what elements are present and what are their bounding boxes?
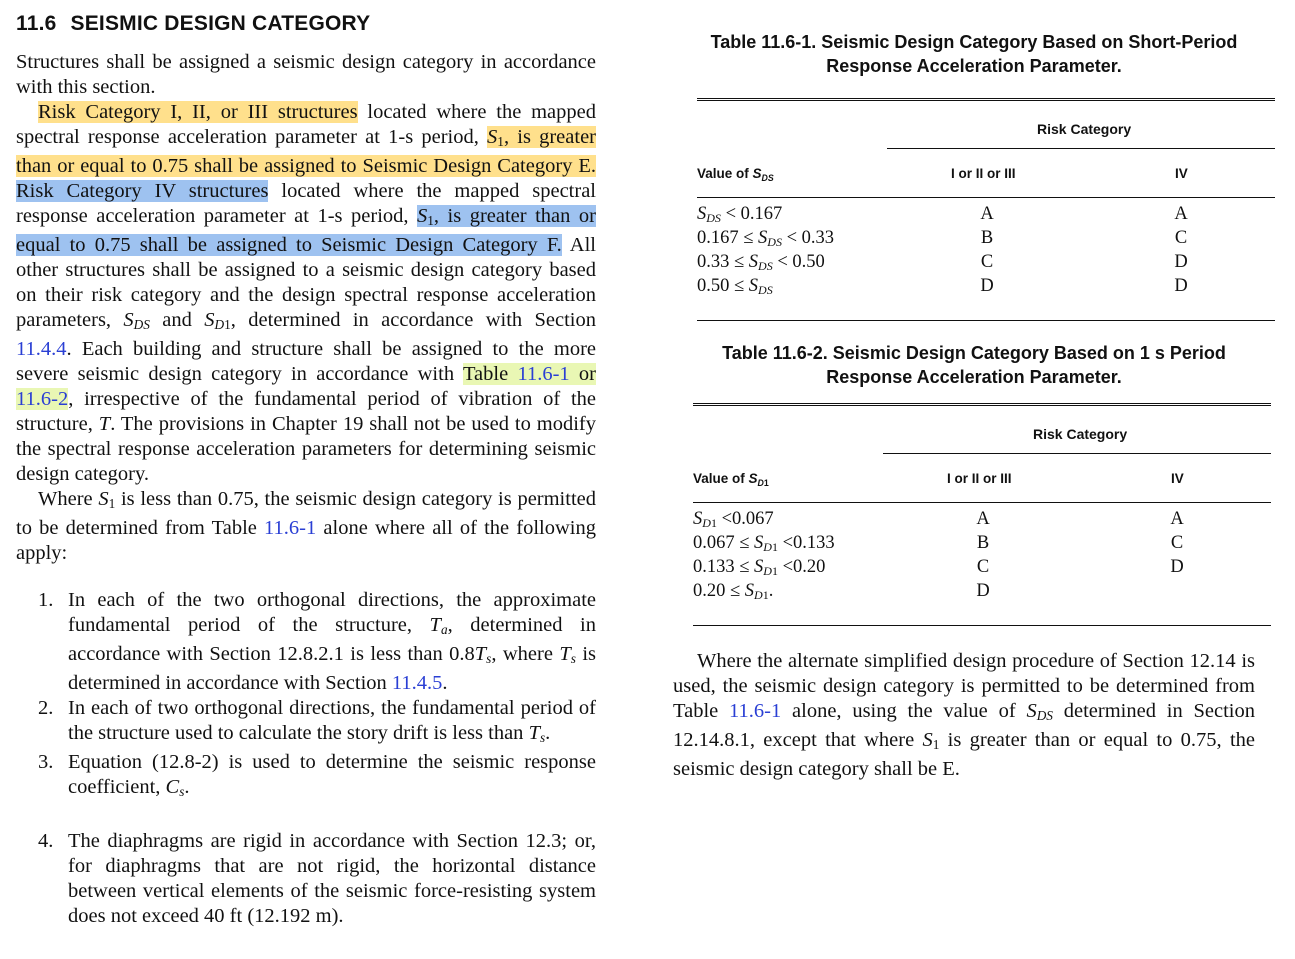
section-heading	[16, 12, 596, 36]
table-row: $0.167 \le S_{DS} < 0.33$	[697, 228, 835, 249]
intro-paragraph: Structures shall be assigned a seismic design category in accordance with this section.	[16, 51, 596, 98]
link-table-11-6-1[interactable]: 11.6-1	[517, 363, 570, 385]
risk-category-header: Risk Category	[1037, 121, 1132, 137]
table-cell: C	[1170, 533, 1184, 553]
list-item: 3. Equation (12.8-2) is used to determine the seismic response coefficient, $C_s$.	[38, 751, 596, 799]
table2-caption: Table 11.6-2. Seismic Design Category Based on 1 s Period Response Acceleration Parameter.	[722, 343, 1226, 387]
text-span: . The provisions in Chapter 19 shall not be used to modify the spectral response acceleration parameters for determining seismic design category.	[16, 413, 596, 485]
table-row: $0.50 \le S_{DS}$	[697, 276, 773, 297]
simplified-procedure-paragraph: Where the alternate simplified design procedure of Section 12.14 is used, the seismic design category is permitted to be determined from Table 11.6-1 alone, using the value of $S_{DS}$ determined in Section 12.14.8.1, except that where $S_1$ is greater than or equal to 0.75, the seismic design category shall be E.	[673, 650, 1256, 780]
table1-caption: Table 11.6-1. Seismic Design Category Based on Short-Period Response Acceleration Parameter.	[710, 32, 1238, 76]
col-header-i-ii-iii: I or II or III	[947, 471, 1012, 486]
link-table-11-6-2[interactable]: 11.6-2	[16, 388, 69, 410]
risk-category-header: Risk Category	[1033, 426, 1128, 442]
s1-symbol: $S_1$	[487, 126, 504, 149]
table-cell: C	[1174, 228, 1188, 248]
where-s1-paragraph: Where $S_1$ is less than 0.75, the seismic design category is permitted to be determined from Table 11.6-1 alone where all of the following apply:	[16, 488, 596, 564]
table-11-6-2	[693, 403, 1271, 626]
left-column	[16, 12, 596, 929]
table-cell: A	[980, 204, 994, 224]
text-span: , determined in accordance with Section	[230, 309, 596, 331]
s1-symbol: $S_1$	[417, 205, 434, 228]
risk-category-paragraph: Risk Category I, II, or III structures located where the mapped spectral response acceleration parameter at 1-s period, $S_1$, is greater than or equal to 0.75 shall be assigned to Seismic Design Category E. Risk Category IV structures located where the mapped spectral response acceleration parameter at 1-s period, $S_1$, is greater than or equal to 0.75 shall be assigned to Seismic Design Category F. All other structures shall be assigned to a seismic design category based on their risk category and the design spectral response acceleration parameters, $S_{DS}$ and $S_{D1}$, determined in accordance with Section 11.4.4. Each building and structure shall be assigned to the more severe seismic design category in accordance with Table 11.6-1 or 11.6-2, irrespective of the fundamental period of vibration of the structure, T. The provisions in Chapter 19 shall not be used to modify the spectral response acceleration parameters for determining seismic design category.	[16, 101, 597, 485]
table-cell: A	[976, 509, 990, 529]
right-column	[673, 30, 1275, 626]
table-cell: D	[980, 276, 994, 296]
text-span: located where the mapped spectral response acceleration parameter at 1-s period,	[16, 180, 596, 227]
table-row: $0.133 \le S_{D1} <0.20$	[693, 557, 826, 578]
table-cell: D	[1174, 252, 1188, 272]
col-header-iv: IV	[1175, 166, 1188, 181]
table-cell: D	[1174, 276, 1188, 296]
sds-symbol: $S_{DS}$	[123, 309, 150, 332]
table-cell: D	[1170, 557, 1184, 577]
value-header: Value of $S_{D1}$	[693, 471, 769, 488]
table-row: $0.067 \le S_{D1} <0.133$	[693, 533, 835, 554]
link-section-11-4-5[interactable]: 11.4.5	[391, 672, 443, 694]
table-row: $0.33 \le S_{DS} < 0.50$	[697, 252, 825, 273]
table-cell: D	[976, 581, 990, 601]
section-number: 11.6	[16, 12, 57, 35]
list-item: 1. In each of the two orthogonal directions, the approximate fundamental period of the structure, $T_a$, determined in accordance with Section 12.8.2.1 is less than $0.8T_s$, where $T_s$ is determined in accordance with Section 11.4.5.	[38, 589, 596, 694]
table-cell: B	[980, 228, 994, 248]
table-cell: B	[976, 533, 990, 553]
link-table-11-6-1[interactable]: 11.6-1	[729, 700, 782, 722]
col-header-iv: IV	[1171, 471, 1184, 486]
highlight-table-ref: Table 11.6-1 or 11.6-2	[16, 363, 597, 410]
table-cell: A	[1170, 509, 1184, 529]
highlight-category-f: , is greater than or equal to 0.75 shall be assigned to Seismic Design Category F.	[16, 205, 596, 256]
highlight-risk-i-ii-iii: Risk Category I, II, or III structures	[38, 101, 358, 123]
text-span: . Each building and structure shall be assigned to the more severe seismic design category in accordance with	[16, 338, 596, 385]
table-11-6-1	[697, 98, 1275, 321]
table2-body	[693, 507, 1271, 625]
list-item: 4. The diaphragms are rigid in accordance with Section 12.3; or, for diaphragms that are not rigid, the horizontal distance between vertical elements of the seismic force-resisting system does not exceed 40 ft (12.192 m).	[38, 830, 596, 927]
table-row: $S_{DS} < 0.167$	[697, 204, 783, 225]
s1-symbol: $S_1$	[98, 488, 116, 511]
table-row: $0.20 \le S_{D1}$.	[693, 581, 774, 602]
highlight-risk-iv: Risk Category IV structures	[16, 180, 269, 202]
section-title: SEISMIC DESIGN CATEGORY	[70, 12, 371, 35]
text-span: located where the mapped spectral response acceleration parameter at 1-s period,	[16, 101, 596, 148]
table-cell: C	[980, 252, 994, 272]
table-row: $S_{D1} <0.067$	[693, 509, 774, 530]
text-span: All other structures shall be assigned to a seismic design category based on their risk category and the design spectral response acceleration parameters,	[16, 234, 596, 331]
conditions-list	[16, 588, 596, 929]
link-section-11-4-4[interactable]: 11.4.4	[16, 338, 67, 360]
link-table-11-6-1[interactable]: 11.6-1	[264, 517, 317, 539]
table-cell: A	[1174, 204, 1188, 224]
col-header-i-ii-iii: I or II or III	[951, 166, 1016, 181]
t-symbol: T	[98, 413, 111, 435]
table1-body	[697, 202, 1275, 320]
table-cell: C	[976, 557, 990, 577]
list-item: 2. In each of two orthogonal directions, the fundamental period of the structure used to calculate the story drift is less than $T_s$.	[38, 697, 596, 745]
highlight-category-e: is greater than or equal to 0.75 shall be assigned to Seismic Design Category E.	[16, 126, 596, 177]
value-header: Value of $S_{DS}$	[697, 166, 774, 183]
text-span: , irrespective of the fundamental period of vibration of the structure,	[16, 388, 596, 435]
sd1-symbol: $S_{D1}$	[204, 309, 231, 332]
